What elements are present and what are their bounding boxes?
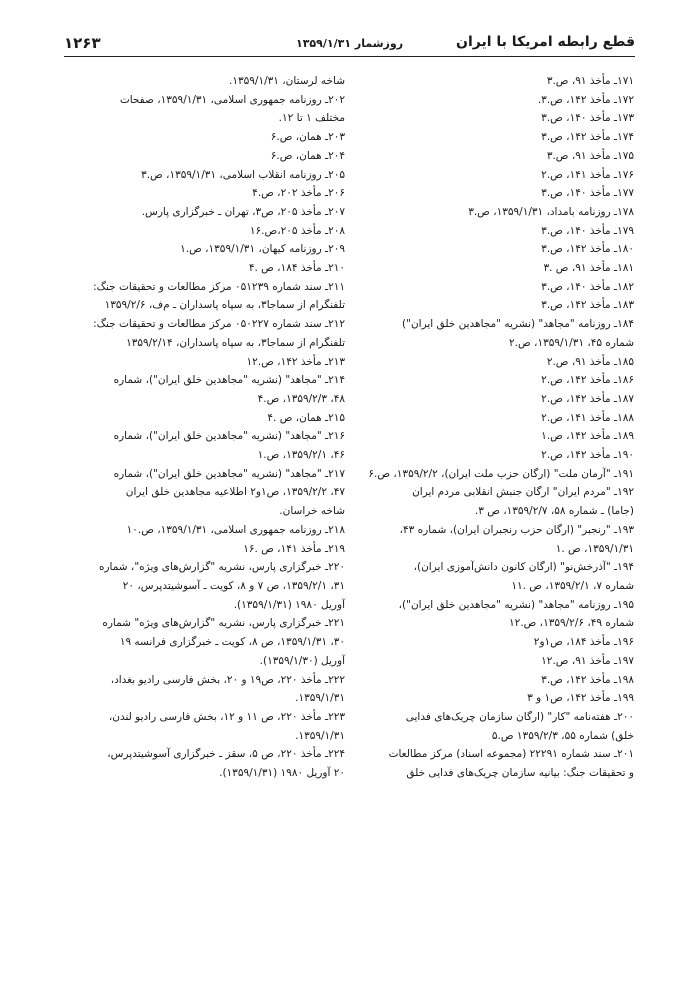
reference-line: ۲۰۶ـ مأخذ ۲۰۲، ص.۴ xyxy=(252,187,345,200)
reference-line: ۱۷۳ـ مأخذ ۱۴۰، ص.۳ xyxy=(541,112,634,125)
reference-line: ۲۱۴ـ "مجاهد" (نشریه "مجاهدین خلق ایران")، شماره xyxy=(113,374,345,387)
reference-line: ۲۱۸ـ روزنامه جمهوری اسلامی، ۱۳۵۹/۱/۳۱، ص.۱۰ xyxy=(126,523,345,536)
page-number: ۱۲۶۳ xyxy=(64,34,101,52)
reference-line: ۱۹۰ـ مأخذ ۱۴۲، ص.۲ xyxy=(541,449,634,462)
reference-line: ۱۸۶ـ مأخذ ۱۴۲، ص.۲ xyxy=(541,374,634,387)
reference-line: ۲۰۸ـ مأخذ ۲۰۵،ص.۱۶ xyxy=(249,224,345,237)
reference-line: ۱۸۸ـ مأخذ ۱۴۱، ص.۲ xyxy=(541,411,634,424)
reference-line: شماره ۷، ۱۳۵۹/۲/۱، ص .۱۱ xyxy=(511,579,634,592)
reference-line: ۲۱۷ـ "مجاهد" (نشریه "مجاهدین خلق ایران")، شماره xyxy=(113,467,345,480)
reference-line: ۱۷۶ـ مأخذ ۱۴۱، ص.۲ xyxy=(541,168,634,181)
book-title: قطع رابطه امریکا با ایران xyxy=(456,34,635,50)
reference-line: ۱۳۵۹/۱/۳۱، ص .۱ xyxy=(555,542,634,555)
reference-line: ۲۲۱ـ خبرگزاری پارس، نشریه "گزارش‌های ویژه" شماره xyxy=(102,617,345,630)
reference-line: ۲۰۴ـ همان، ص.۶ xyxy=(270,149,345,162)
reference-line: ۱۹۶ـ مأخذ ۱۸۴، ص۱و۲ xyxy=(533,636,634,649)
reference-line: آوریل (۱۳۵۹/۱/۳۰). xyxy=(259,654,345,667)
running-header xyxy=(64,34,635,57)
reference-line: ۲۰۲ـ روزنامه جمهوری اسلامی، ۱۳۵۹/۱/۳۱، صفحات xyxy=(119,93,345,106)
reference-line: ۱۹۹ـ مأخذ ۱۴۲، ص۱ و ۳ xyxy=(527,692,634,705)
reference-line: ۲۲۳ـ مأخذ ۲۲۰، ص ۱۱ و ۱۲، بخش فارسی رادیو لندن، xyxy=(108,710,345,723)
reference-line: ۱۹۴ـ "آذرخش‌نو" (ارگان کانون دانش‌آموزی ایران)، xyxy=(413,561,634,574)
reference-line: ۱۷۴ـ مأخذ ۱۴۲، ص.۳ xyxy=(541,131,634,144)
reference-line: ۲۱۳ـ مأخذ ۱۴۲، ص.۱۲ xyxy=(246,355,345,368)
reference-line: ۱۸۴ـ روزنامه "مجاهد" (نشریه "مجاهدین خلق ایران") xyxy=(402,318,634,331)
reference-line: ۱۷۲ـ مأخذ ۱۴۲، ص.۳. xyxy=(537,93,634,106)
reference-line: تلفنگرام از سماجا۳، به سپاه پاسداران ـ م‌ف، ۱۳۵۹/۲/۶ xyxy=(104,299,345,312)
reference-line: ۱۹۱ـ "آرمان ملت" (ارگان حزب ملت ایران)، ۱۳۵۹/۲/۲، ص.۶ xyxy=(368,467,634,480)
reference-line: ۲۲۰ـ خبرگزاری پارس، نشریه "گزارش‌های ویژه"، شماره xyxy=(98,561,345,574)
reference-line: خلق) شماره ۵۵، ۱۳۵۹/۲/۳ ص.۵ xyxy=(491,729,634,742)
reference-line: ۱۸۳ـ مأخذ ۱۴۲، ص.۳ xyxy=(541,299,634,312)
reference-line: ۱۷۱ـ مأخذ ۹۱، ص.۳ xyxy=(546,75,634,87)
reference-line: ۱۹۷ـ مأخذ ۹۱، ص.۱۲ xyxy=(541,654,634,667)
references-left-column xyxy=(67,72,345,783)
reference-line: ۱۸۰ـ مأخذ ۱۴۲، ص.۳ xyxy=(541,243,634,256)
reference-line: ۱۹۸ـ مأخذ ۱۴۲، ص.۳ xyxy=(541,673,634,686)
reference-line: شاخه خراسان. xyxy=(279,505,345,518)
reference-line: ۴۶، ۱۳۵۹/۲/۱، ص.۱ xyxy=(257,449,345,462)
reference-line: ۱۸۹ـ مأخذ ۱۴۲، ص.۱ xyxy=(541,430,634,443)
reference-line: ۱۹۵ـ روزنامه "مجاهد" (نشریه "مجاهدین خلق ایران")، xyxy=(398,598,634,611)
reference-line: ۲۱۹ـ مأخذ ۱۴۱، ص .۱۶ xyxy=(243,542,345,555)
reference-line: ۲۰ آوریل ۱۹۸۰ (۱۳۵۹/۱/۳۱). xyxy=(219,767,345,780)
reference-line: (جاما) ـ شماره ۵۸، ۱۳۵۹/۲/۷، ص ۳. xyxy=(474,505,634,518)
references-right-column xyxy=(362,72,634,783)
reference-line: ۱۸۵ـ مأخذ ۹۱، ص.۲ xyxy=(546,355,634,368)
reference-line: ۲۰۳ـ همان، ص.۶ xyxy=(270,131,345,144)
reference-line: ۴۸، ۱۳۵۹/۲/۳، ص.۴ xyxy=(257,392,345,405)
reference-line: مختلف ۱ تا ۱۲. xyxy=(278,112,345,125)
reference-line: ۲۰۷ـ مأخذ ۲۰۵، ص۳، تهران ـ خبرگزاری پارس. xyxy=(141,205,345,218)
reference-line: ۱۷۸ـ روزنامه بامداد، ۱۳۵۹/۱/۳۱، ص.۳ xyxy=(468,205,634,218)
reference-line: شماره ۴۵، ۱۳۵۹/۱/۳۱، ص.۲ xyxy=(509,336,634,349)
reference-line: ۱۷۹ـ مأخذ ۱۴۰، ص.۳ xyxy=(541,224,634,237)
reference-line: ۲۲۴ـ مأخذ ۲۲۰، ص ۵، سقز ـ خبرگزاری آسوشیتدپرس، xyxy=(107,748,345,761)
header-date: روزشمار ۱۳۵۹/۱/۳۱ xyxy=(296,37,404,50)
reference-line: ۲۰۰ـ هفته‌نامه "کار" (ارگان سازمان چریک‌های فدایی xyxy=(405,710,634,723)
reference-line: ۱۳۵۹/۱/۳۱. xyxy=(295,729,345,742)
reference-line: آوریل ۱۹۸۰ (۱۳۵۹/۱/۳۱). xyxy=(233,598,345,611)
reference-line: ۲۱۰ـ مأخذ ۱۸۴، ص .۴ xyxy=(248,262,345,275)
reference-line: ۱۷۷ـ مأخذ ۱۴۰، ص.۳ xyxy=(541,187,634,200)
reference-line: ۳۰، ۱۳۵۹/۱/۳۱، ص ۸، کویت ـ خبرگزاری فرانسه ۱۹ xyxy=(119,636,345,649)
reference-line: شاخه لرستان، ۱۳۵۹/۱/۳۱. xyxy=(229,75,345,87)
reference-line: ۲۰۵ـ روزنامه انقلاب اسلامی، ۱۳۵۹/۱/۳۱، ص.۳ xyxy=(141,168,345,181)
reference-line: ۲۱۶ـ "مجاهد" (نشریه "مجاهدین خلق ایران")، شماره xyxy=(113,430,345,443)
reference-line: ۱۳۵۹/۱/۳۱. xyxy=(295,692,345,705)
reference-line: و تحقیقات جنگ: بیانیه سازمان چریک‌های فدایی خلق xyxy=(406,767,634,780)
reference-line: ۲۲۲ـ مأخذ ۲۲۰، ص۱۹ و ۲۰، بخش فارسی رادیو بغداد، xyxy=(110,673,345,686)
reference-line: تلفنگرام از سماجا۳، به سپاه پاسداران، ۱۳۵۹/۲/۱۴ xyxy=(126,336,345,349)
reference-line: ۱۸۱ـ مأخذ ۹۱، ص .۳ xyxy=(543,262,634,275)
reference-line: ۲۱۱ـ سند شماره ۰۵۱۲۳۹ مرکز مطالعات و تحقیقات جنگ: xyxy=(93,280,345,293)
reference-line: ۱۹۳ـ "رنجبر" (ارگان حزب رنجبران ایران)، شماره ۴۳، xyxy=(399,523,634,536)
reference-line: ۱۹۲ـ "مردم ایران" ارگان جنبش انقلابی مردم ایران xyxy=(412,486,634,499)
reference-line: ۱۸۷ـ مأخذ ۱۴۲، ص.۲ xyxy=(541,392,634,405)
reference-line: ۲۰۹ـ روزنامه کیهان، ۱۳۵۹/۱/۳۱، ص.۱ xyxy=(180,243,345,256)
reference-line: ۲۰۱ـ سند شماره ۲۲۲۹۱ (مجموعه اسناد) مرکز مطالعات xyxy=(388,748,634,761)
reference-line: ۲۱۵ـ همان، ص .۴ xyxy=(267,411,345,424)
reference-line: ۳۱، ۱۳۵۹/۲/۱، ص ۷ و ۸، کویت ـ آسوشیتدپرس، ۲۰ xyxy=(122,579,345,592)
reference-line: ۲۱۲ـ سند شماره ۰۵۰۲۲۷ مرکز مطالعات و تحقیقات جنگ: xyxy=(93,318,345,331)
reference-line: شماره ۴۹، ۱۳۵۹/۲/۶، ص.۱۲ xyxy=(509,617,634,630)
reference-line: ۱۷۵ـ مأخذ ۹۱، ص.۳ xyxy=(546,149,634,162)
reference-line: ۴۷، ۱۳۵۹/۲/۲، ص۱و۲ اطلاعیه مجاهدین خلق ایران xyxy=(125,486,345,499)
reference-line: ۱۸۲ـ مأخذ ۱۴۰، ص.۳ xyxy=(541,280,634,293)
